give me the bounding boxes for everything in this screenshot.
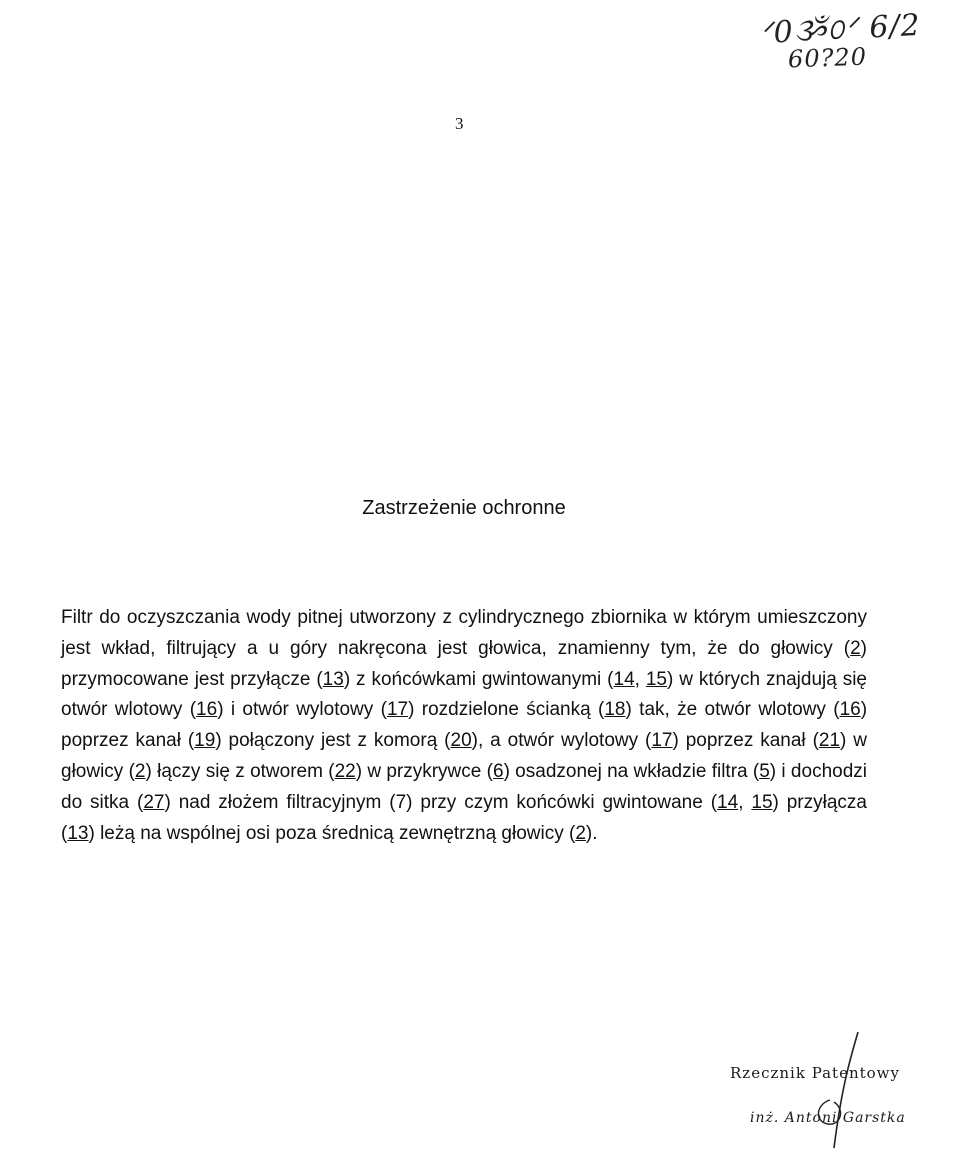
claim-text: ) poprzez kanał ( <box>61 699 868 752</box>
reference-numeral: 14 <box>613 668 635 690</box>
reference-numeral: 27 <box>143 791 165 813</box>
reference-numeral: 20 <box>450 730 472 752</box>
claim-text: Filtr do oczyszczania wody pitnej utworzony z cylindrycznego zbiornika w którym umieszczony jest wkład, filtrujący a u góry nakręcona jest głowica, znamienny tym, że do głowicy ( <box>61 607 867 659</box>
patent-attorney-stamp <box>730 1030 955 1150</box>
reference-numeral: 18 <box>604 699 626 721</box>
claim-text: ) i otwór wylotowy ( <box>217 699 387 721</box>
reference-numeral: 16 <box>196 699 218 721</box>
claim-text: ) nad złożem filtracyjnym (7) przy czym końcówki gwintowane ( <box>164 791 718 813</box>
claim-text: ) tak, że otwór wlotowy ( <box>625 699 840 721</box>
handwritten-signature <box>730 1030 955 1150</box>
claim-text: , <box>738 791 752 813</box>
claim-text: ) w głowicy ( <box>61 730 868 782</box>
reference-numeral: 13 <box>322 668 344 690</box>
reference-numeral: 2 <box>850 637 861 659</box>
handwritten-reference-number: 60?20 <box>787 42 868 74</box>
reference-numeral: 15 <box>645 668 667 690</box>
claim-text: ). <box>585 822 598 844</box>
reference-numeral: 17 <box>386 699 409 721</box>
claim-text: ) rozdzielone ścianką ( <box>408 699 605 721</box>
reference-numeral: 19 <box>194 730 216 752</box>
claim-text: ) łączy się z otworem ( <box>145 760 335 782</box>
reference-numeral: 13 <box>67 822 89 844</box>
claim-paragraph <box>61 603 867 849</box>
page-number: 3 <box>455 114 464 133</box>
claim-text: , <box>634 668 646 690</box>
reference-numeral: 21 <box>818 730 841 752</box>
claim-text: ) z końcówkami gwintowanymi ( <box>343 668 614 690</box>
reference-numeral: 17 <box>651 730 673 752</box>
claim-text: ) połączony jest z komorą ( <box>215 730 451 752</box>
handwritten-document-number: ᐟ0ૐ௦ᐟ 6/2 <box>759 7 922 52</box>
stamp-title: Rzecznik Patentowy <box>730 1064 900 1082</box>
document-title: Zastrzeżenie ochronne <box>362 497 566 519</box>
reference-numeral: 22 <box>334 760 356 782</box>
claim-text: ), a otwór wylotowy ( <box>471 730 652 752</box>
claim-text: ) przyłącza ( <box>61 791 867 844</box>
reference-numeral: 16 <box>839 699 861 721</box>
claim-text: ) przymocowane jest przyłącze ( <box>61 637 867 690</box>
reference-numeral: 2 <box>575 822 586 844</box>
claim-text: ) leżą na wspólnej osi poza średnicą zewnętrzną głowicy ( <box>88 822 576 844</box>
reference-numeral: 15 <box>751 791 773 813</box>
reference-numeral: 14 <box>717 791 739 813</box>
stamp-name: inż. Antoni Garstka <box>750 1110 906 1126</box>
reference-numeral: 6 <box>492 760 504 782</box>
claim-text: ) w których znajdują się otwór wlotowy ( <box>61 668 867 721</box>
claim-text: ) poprzez kanał ( <box>672 730 819 752</box>
claim-text: ) w przykrywce ( <box>355 760 493 782</box>
reference-numeral: 5 <box>759 760 770 782</box>
claim-text: ) i dochodzi do sitka ( <box>61 760 867 813</box>
reference-numeral: 2 <box>134 760 146 782</box>
claim-text: ) osadzonej na wkładzie filtra ( <box>503 760 760 782</box>
